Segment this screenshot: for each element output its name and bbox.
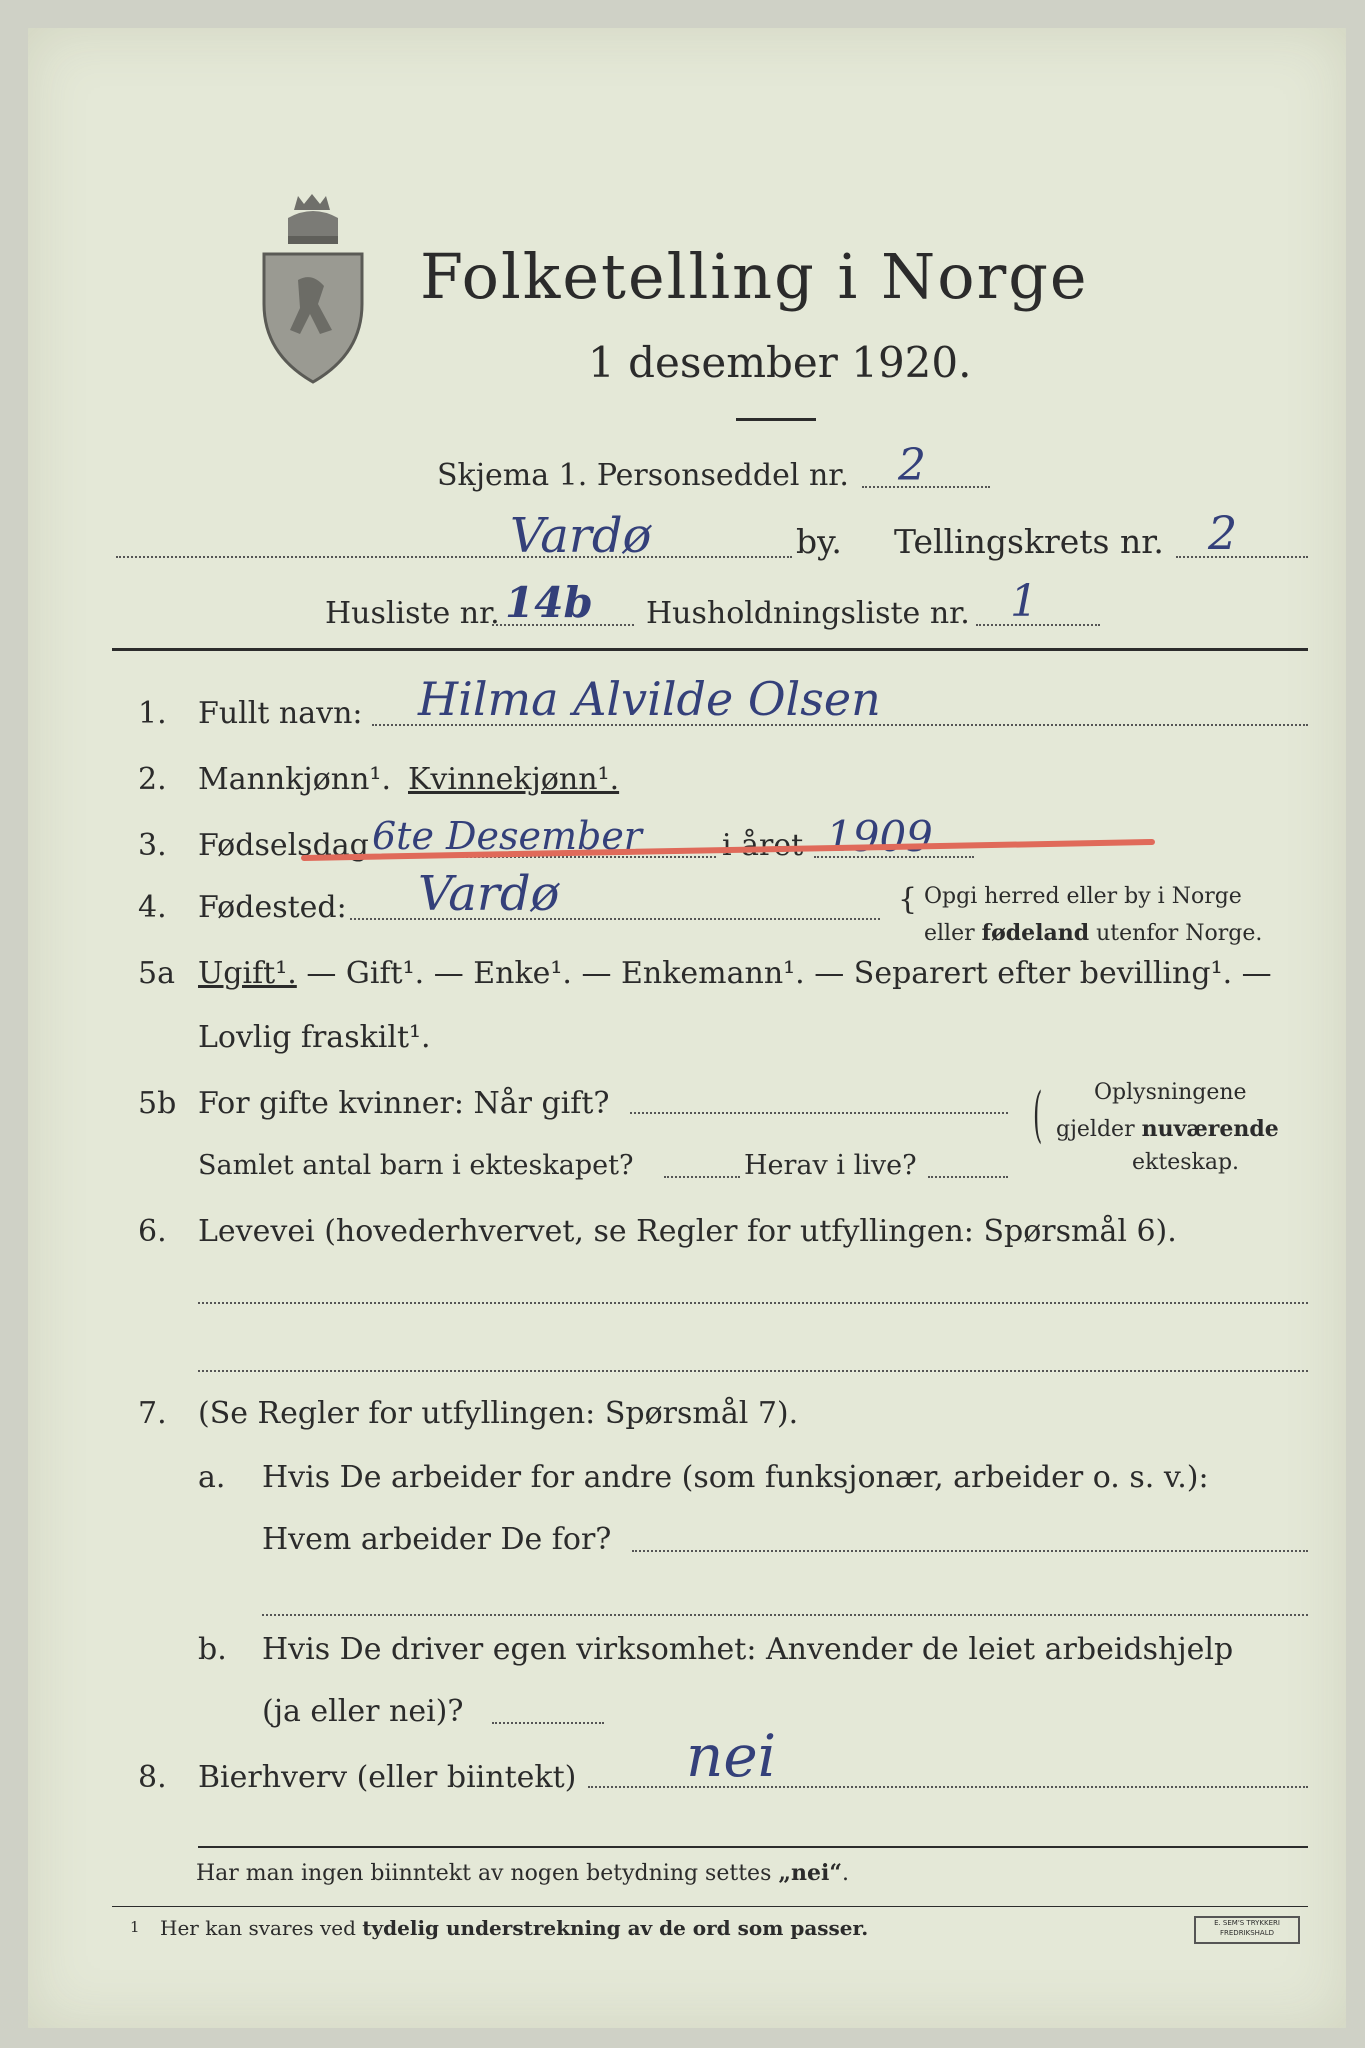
q5b-line2-dots-a [664,1176,740,1178]
skjema-line [862,486,990,488]
q7a-extra-line [262,1614,1308,1616]
q3-number: 3. [138,828,167,863]
nei-note: Har man ingen biinntekt av nogen betydning settes „nei“. [196,1860,850,1886]
q4-note-line1: Opgi herred eller by i Norge [924,884,1242,909]
q5b-line1: For gifte kvinner: Når gift? [198,1086,610,1121]
q2-number: 2. [138,762,167,797]
q4-note-line2: eller fødeland utenfor Norge. [924,920,1263,946]
q7b-line1: Hvis De driver egen virksomhet: Anvender de leiet arbeidshjelp [262,1632,1234,1667]
q5b-note2: gjelder nuværende [1056,1116,1279,1142]
q4-number: 4. [138,890,167,925]
tellingskrets-label: Tellingskrets nr. [894,522,1164,561]
red-crayon-mark [300,828,1160,868]
q7a-line-dots [632,1550,1308,1552]
husholdning-line [976,624,1100,626]
footnote-number: 1 [130,1918,140,1936]
q7b-line2: (ja eller nei)? [262,1694,464,1729]
q1-number: 1. [138,696,167,731]
q7a-line2: Hvem arbeider De for? [262,1522,612,1557]
skjema-value: 2 [898,440,926,491]
q5b-line2-a: Samlet antal barn i ekteskapet? [198,1150,634,1181]
q5a-line1: Ugift¹. — Gift¹. — Enke¹. — Enkemann¹. — Separert efter bevilling¹. — [198,956,1272,991]
q7b-number: b. [198,1632,227,1667]
q2-option-kvinne: Kvinnekjønn¹. [408,762,620,797]
q6-number: 6. [138,1214,167,1249]
q3-year-value: 1909 [826,812,933,861]
husliste-label: Husliste nr. [325,596,500,631]
q5b-number: 5b [138,1086,177,1121]
husholdning-label: Husholdningsliste nr. [646,596,970,631]
husholdning-value: 1 [1010,576,1038,627]
title-divider [736,418,816,421]
form-date: 1 desember 1920. [588,338,972,387]
notes-rule [198,1846,1308,1848]
q5b-line2-dots-b [928,1176,1008,1178]
by-label: by. [796,522,842,561]
q5a-line2: Lovlig fraskilt¹. [198,1020,431,1055]
husliste-value: 14b [505,578,593,627]
q3-day-value: 6te Desember [372,814,642,858]
q2-option-mann: Mannkjønn¹. [198,762,391,797]
q6-line1 [198,1302,1308,1304]
q8-label: Bierhverv (eller biintekt) [198,1760,577,1795]
q3-label: Fødselsdag [198,828,369,863]
q8-value: nei [686,1722,777,1790]
by-line [116,556,792,558]
q5b-line2-b: Herav i live? [744,1150,917,1181]
q7-label: (Se Regler for utfyllingen: Spørsmål 7). [198,1396,799,1431]
q7b-line-dots [492,1722,604,1724]
q5b-note1: Oplysningene [1094,1080,1247,1105]
q5a-ugift-selected: Ugift¹. [198,956,297,991]
norway-coat-of-arms-icon [258,188,368,384]
q7a-line1: Hvis De arbeider for andre (som funksjonær, arbeider o. s. v.): [262,1460,1209,1495]
q7-number: 7. [138,1396,167,1431]
q6-label: Levevei (hovederhvervet, se Regler for utfyllingen: Spørsmål 6). [198,1214,1177,1249]
footnote-text: Her kan svares ved tydelig understrekning av de ord som passer. [160,1916,869,1940]
q6-line2 [198,1370,1308,1372]
q4-value: Vardø [418,866,560,922]
footnote-rule [112,1906,1308,1907]
q4-note-bracket: { [898,882,918,917]
q4-label: Fødested: [198,890,347,925]
q3-year-label: i året [722,828,804,863]
skjema-label: Skjema 1. Personseddel nr. [437,458,849,493]
q5b-note3: ekteskap. [1132,1150,1240,1175]
printer-stamp: E. SEM'S TRYKKERI FREDRIKSHALD [1194,1916,1300,1944]
q8-number: 8. [138,1760,167,1795]
q5b-line1-dots [630,1112,1008,1114]
q7a-number: a. [198,1460,226,1495]
q5b-note-bracket: ( [1033,1080,1043,1150]
form-title: Folketelling i Norge [420,240,1089,313]
header-rule [112,648,1308,651]
q1-value: Hilma Alvilde Olsen [418,672,881,726]
tellingskrets-line [1176,556,1308,558]
tellingskrets-value: 2 [1208,506,1238,560]
by-value: Vardø [510,508,652,564]
q5a-number: 5a [138,956,175,991]
q1-label: Fullt navn: [198,696,363,731]
